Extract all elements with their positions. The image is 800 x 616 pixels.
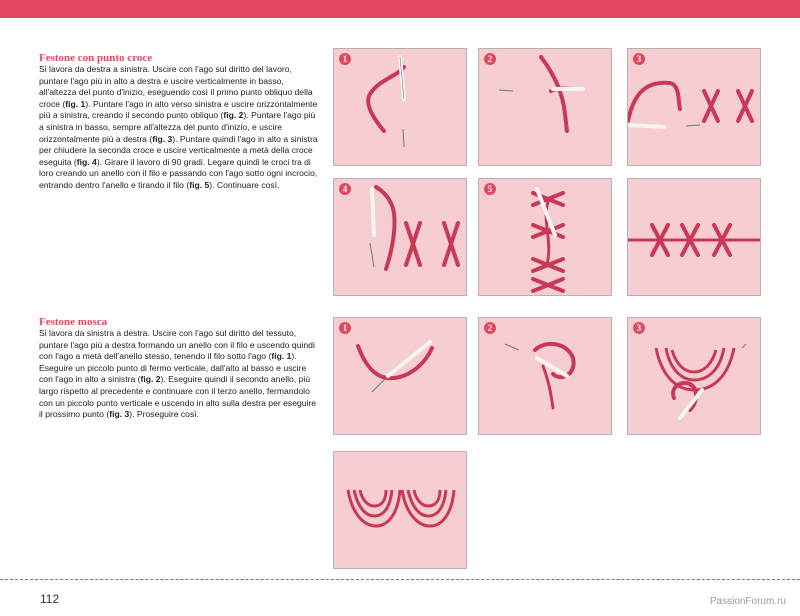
body-text: ). Puntare quindi l'ago in alto a sinistra per chiudere la seconda croce e uscire verticalmente a metà della croce eseguita ( [39, 133, 318, 167]
figure-number-badge: 3 [633, 53, 645, 65]
figure-reference: fig. 4 [76, 156, 97, 167]
figure-croce-5-illustration [479, 179, 611, 295]
figure-number-badge: 3 [633, 322, 645, 334]
figure-mosca-final-illustration [334, 452, 466, 568]
body-text: Si lavora da destra a sinistra. Uscire con l'ago sul diritto del lavoro, puntare l'ago più in alto a destra e uscire verticalmente in basso, all'altezza del punto d'inizio, eseguendo così il primo punto obliquo della croce ( [39, 64, 313, 109]
figure-reference: fig. 1 [65, 98, 86, 109]
figure-reference: fig. 5 [189, 179, 210, 190]
figure-croce-final-illustration [628, 179, 760, 295]
figure-croce-4 [333, 178, 467, 296]
section-title-festone-mosca: Festone mosca [39, 316, 108, 328]
figure-reference: fig. 3 [152, 133, 173, 144]
figure-number-badge: 4 [339, 183, 351, 195]
figure-mosca-final [333, 451, 467, 569]
figure-number-badge: 5 [484, 183, 496, 195]
figure-reference: fig. 3 [109, 409, 130, 420]
figure-number-badge: 1 [339, 322, 351, 334]
figure-mosca-1-illustration [334, 318, 466, 434]
body-text: ). Eseguire un piccolo punto di fermo verticale, dall'alto al basso e uscire con l'ago in alto a sinistra ( [39, 351, 307, 385]
section-body-festone-croce [39, 64, 318, 192]
figure-mosca-2 [478, 317, 612, 435]
figure-mosca-1 [333, 317, 467, 435]
figure-mosca-3-illustration [628, 318, 760, 434]
top-accent-bar [0, 0, 800, 18]
body-text: ). Continuare così. [209, 179, 280, 190]
section-body-festone-mosca [39, 328, 318, 421]
body-text: ). Girare il lavoro di 90 gradi. Legare quindi le croci tra di loro creando un anello con il filo e passando con l'ago sotto ogni incrocio, entrando dentro l'anello e tirando il filo ( [39, 156, 318, 190]
watermark: PassionForum.ru [709, 596, 786, 607]
body-text: ). Eseguire quindi il secondo anello, più largo rispetto al precedente e continuare con il terzo anello, fermandolo con un piccolo punto verticale e uscendo in alto sulla destra per eseguire il prossimo punto ( [39, 374, 317, 420]
figure-mosca-2-illustration [479, 318, 611, 434]
figure-croce-1 [333, 48, 467, 166]
figure-number-badge: 1 [339, 53, 351, 65]
figure-croce-4-illustration [334, 179, 466, 295]
figure-croce-5 [478, 178, 612, 296]
figure-croce-1-illustration [334, 49, 466, 165]
figure-croce-3 [627, 48, 761, 166]
body-text: Si lavora da sinistra a destra. Uscire con l'ago sul diritto del tessuto, puntare l'ago più a destra formando un anello con il filo e uscendo quindi con l'ago a metà dell'anello stesso, tenendo il filo sotto l'ago ( [39, 328, 315, 362]
figure-croce-2 [478, 48, 612, 166]
figure-reference: fig. 2 [140, 374, 161, 385]
figure-mosca-3 [627, 317, 761, 435]
figure-croce-final [627, 178, 761, 296]
body-text: ). Proseguire così. [129, 409, 200, 420]
body-text: ). Puntare l'ago più a sinistra in basso, sempre all'altezza del punto d'inizio, e uscire orizzontalmente più a destra ( [39, 110, 316, 144]
body-text: ). Puntare l'ago in alto verso sinistra e uscire orizzontalmente più a sinistra, creando il secondo punto obliquo ( [39, 98, 318, 121]
figure-croce-2-illustration [479, 49, 611, 165]
figure-reference: fig. 1 [271, 351, 292, 362]
footer-divider [0, 579, 800, 580]
section-title-festone-croce: Festone con punto croce [39, 52, 153, 64]
figure-croce-3-illustration [628, 49, 760, 165]
figure-number-badge: 2 [484, 53, 496, 65]
figure-reference: fig. 2 [223, 110, 244, 121]
figure-number-badge: 2 [484, 322, 496, 334]
page-number: 112 [40, 592, 60, 606]
